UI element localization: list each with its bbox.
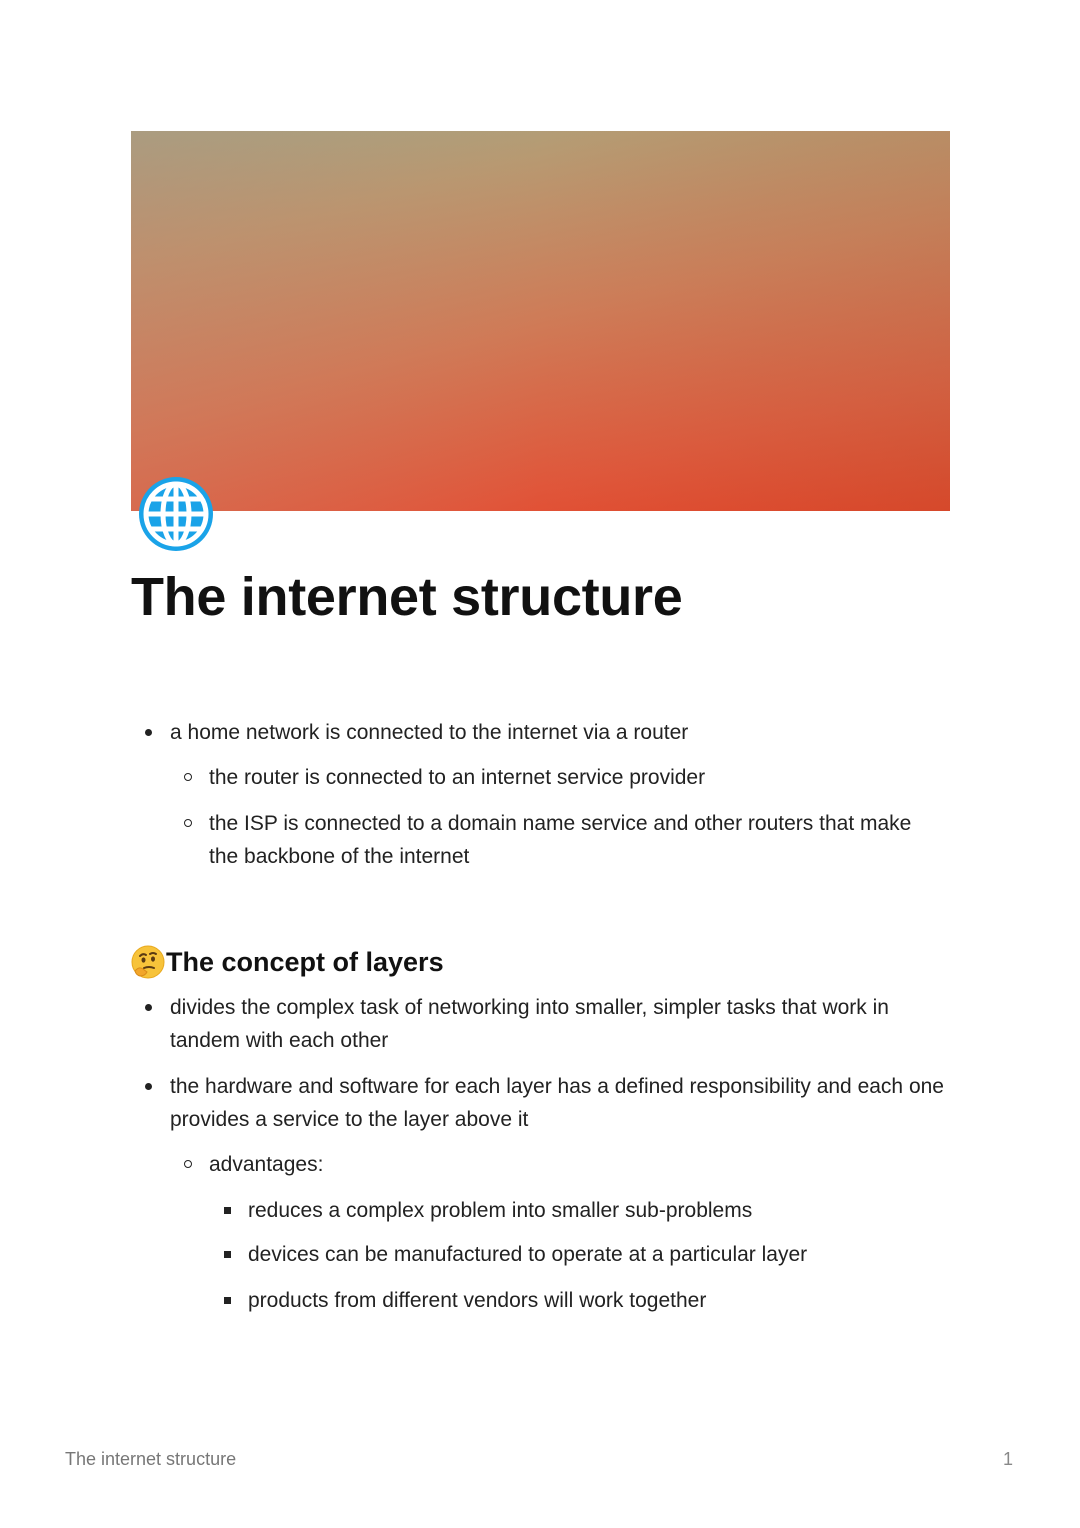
list-item-text: the router is connected to an internet service provider (209, 766, 706, 789)
list-item-text: products from different vendors will work together (248, 1289, 707, 1312)
footer-title: The internet structure (65, 1449, 237, 1469)
bullet-square-icon (224, 1207, 231, 1214)
list-item-text: divides the complex task of networking into smaller, simpler tasks that work in tandem with each other (170, 996, 889, 1052)
list-item-text: a home network is connected to the internet via a router (170, 721, 689, 744)
bullet-square-icon (224, 1251, 231, 1258)
bullet-circle-icon (184, 819, 192, 827)
page-number: 1 (1003, 1449, 1014, 1469)
list-item-text: the ISP is connected to a domain name service and other routers that make the backbone of the internet (209, 812, 912, 868)
page-title: The internet structure (131, 567, 683, 627)
bullet-circle-icon (184, 773, 192, 781)
bullet-circle-icon (184, 1160, 192, 1168)
section-heading-text: The concept of layers (166, 946, 444, 977)
cover-image (131, 131, 950, 511)
bullet-square-icon (224, 1297, 231, 1304)
list-item-text: the hardware and software for each layer has a defined responsibility and each one provides a service to the layer above it (170, 1075, 944, 1131)
list-item-text: devices can be manufactured to operate at a particular layer (248, 1243, 808, 1266)
list-item-text: advantages: (209, 1153, 324, 1176)
section-heading (131, 942, 444, 982)
bullet-disc-icon (145, 1083, 152, 1090)
thinking-face-icon (131, 945, 165, 979)
globe-icon (137, 475, 215, 553)
bullet-disc-icon (145, 1004, 152, 1011)
bullet-disc-icon (145, 729, 152, 736)
list-item-text: reduces a complex problem into smaller sub-problems (248, 1199, 753, 1222)
